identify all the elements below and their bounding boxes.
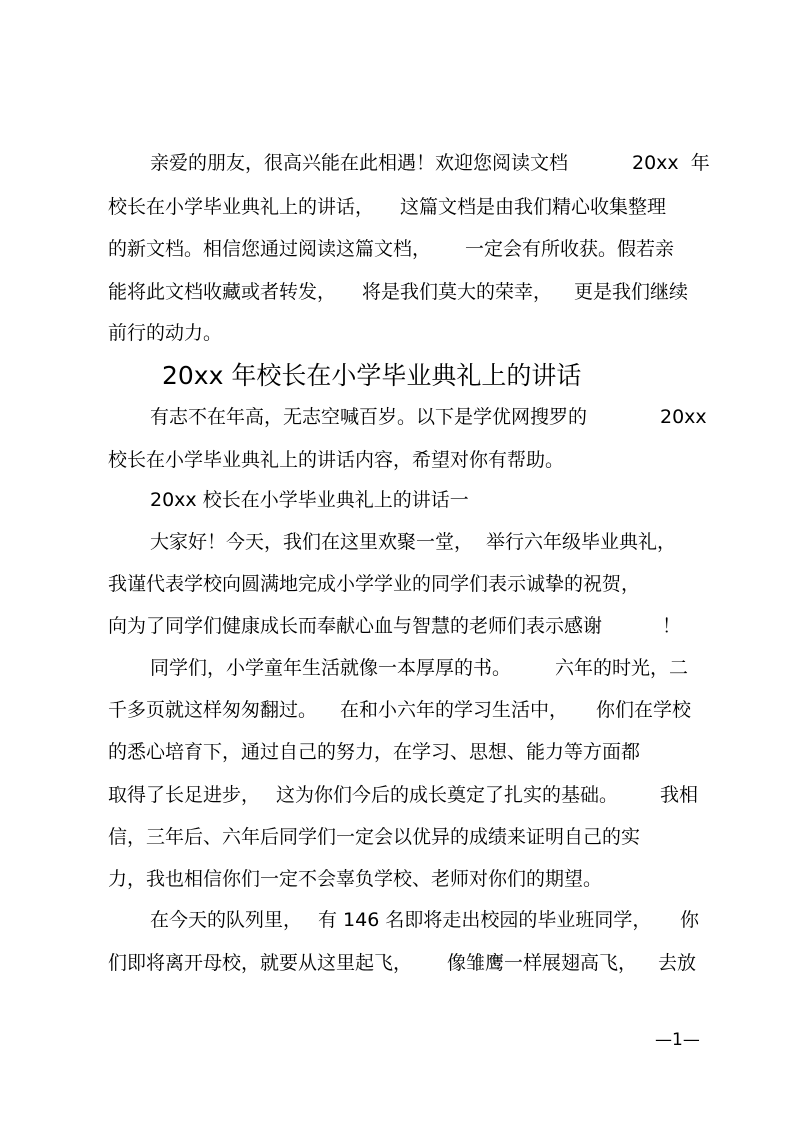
body-line-11: 信，三年后、六年后同学们一定会以优异的成绩来证明自己的实 bbox=[108, 826, 641, 848]
body-line-8c: 你们在学校 bbox=[596, 699, 692, 721]
intro-line-4b: 将是我们莫大的荣幸， bbox=[362, 281, 553, 303]
body-line-1a: 有志不在年高，无志空喊百岁。以下是学优网搜罗的 bbox=[150, 406, 588, 428]
body-line-7b: 六年的时光，二 bbox=[555, 657, 689, 679]
body-line-10c: 我相 bbox=[660, 784, 699, 806]
intro-line-1a: 亲爱的朋友，很高兴能在此相遇！欢迎您阅读文档 bbox=[150, 152, 569, 174]
body-line-10b: 这为你们今后的成长奠定了扎实的基础。 bbox=[276, 784, 619, 806]
intro-line-2a: 校长在小学毕业典礼上的讲话， bbox=[108, 196, 375, 218]
body-line-10a: 取得了长足进步， bbox=[108, 784, 261, 806]
body-line-14a: 们即将离开母校，就要从这里起飞， bbox=[108, 952, 413, 974]
body-line-4a: 大家好！今天，我们在这里欢聚一堂， bbox=[150, 531, 474, 553]
body-line-14c: 去放 bbox=[658, 952, 697, 974]
body-line-9: 的悉心培育下，通过自己的努力，在学习、思想、能力等方面都 bbox=[108, 741, 641, 763]
intro-line-4a: 能将此文档收藏或者转发， bbox=[108, 281, 337, 303]
intro-line-2b: 这篇文档是由我们精心收集整理 bbox=[400, 196, 667, 218]
body-line-1b: 20xx bbox=[660, 406, 707, 428]
body-line-8a: 千多页就这样匆匆翻过。 bbox=[108, 699, 318, 721]
body-line-13c: 你 bbox=[680, 909, 700, 931]
document-title: 20xx 年校长在小学毕业典礼上的讲话 bbox=[162, 361, 582, 390]
body-line-13b: 有 146 名即将走出校园的毕业班同学， bbox=[318, 909, 652, 931]
body-line-13a: 在今天的队列里， bbox=[150, 909, 303, 931]
intro-line-3a: 的新文档。相信您通过阅读这篇文档， bbox=[108, 238, 432, 260]
intro-line-1b: 20xx 年 bbox=[632, 152, 710, 174]
body-line-6a: 向为了同学们健康成长而奉献心血与智慧的老师们表示感谢 bbox=[108, 615, 603, 637]
body-line-4b: 举行六年级毕业典礼， bbox=[486, 531, 677, 553]
section-heading: 20xx 校长在小学毕业典礼上的讲话一 bbox=[150, 489, 469, 511]
body-line-12: 力，我也相信你们一定不会辜负学校、老师对你们的期望。 bbox=[108, 868, 603, 890]
body-line-6b: ！ bbox=[662, 615, 682, 637]
body-line-5: 我谨代表学校向圆满地完成小学学业的同学们表示诚挚的祝贺， bbox=[108, 573, 641, 595]
body-line-14b: 像雏鹰一样展翅高飞， bbox=[447, 952, 638, 974]
intro-line-4c: 更是我们继续 bbox=[574, 281, 689, 303]
body-line-7a: 同学们，小学童年生活就像一本厚厚的书。 bbox=[150, 657, 512, 679]
intro-line-5: 前行的动力。 bbox=[108, 322, 223, 344]
page-number: —1— bbox=[655, 1030, 700, 1050]
intro-line-3b: 一定会有所收获。假若亲 bbox=[465, 238, 675, 260]
body-line-2: 校长在小学毕业典礼上的讲话内容，希望对你有帮助。 bbox=[108, 449, 565, 471]
body-line-8b: 在和小六年的学习生活中， bbox=[340, 699, 569, 721]
